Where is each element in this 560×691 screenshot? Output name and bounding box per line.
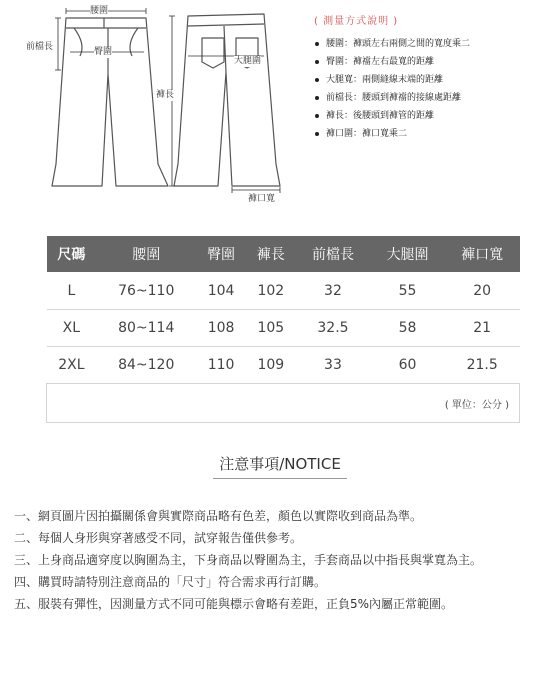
cell-front-rise: 32.5: [296, 310, 371, 347]
hip-label-front: 臀圍: [94, 47, 113, 57]
cell-hem: 20: [445, 272, 520, 310]
table-row: [47, 310, 520, 347]
front-rise-label: 前檔長: [26, 42, 54, 52]
list-item: [14, 593, 554, 615]
notice-heading: [0, 453, 560, 479]
measurement-item: 褲口圍：褲口寬乘二: [312, 125, 552, 143]
pants-diagram: [18, 4, 310, 210]
notice-number: 五、: [14, 597, 39, 611]
measurement-item: 大腿寬：兩側縫線末端的距離: [312, 71, 552, 89]
unit-note: ( 單位：公分 ): [47, 384, 520, 423]
notice-list: [14, 505, 554, 615]
cell-hip: 110: [196, 347, 246, 384]
cell-thigh: 55: [370, 272, 445, 310]
header-hip: 臀圍: [196, 236, 246, 272]
table-row: [47, 347, 520, 384]
cell-length: 105: [246, 310, 296, 347]
cell-hem: 21.5: [445, 347, 520, 384]
cell-size: XL: [47, 310, 97, 347]
pants-illustration: [18, 4, 310, 210]
measurement-title: ( 測量方式說明 ): [314, 16, 399, 27]
cell-hem: 21: [445, 310, 520, 347]
length-label: 褲長: [156, 90, 175, 100]
size-table-header: [47, 236, 520, 272]
hem-label: 褲口寬: [248, 194, 276, 204]
header-hem: 褲口寬: [445, 236, 520, 272]
table-row: [47, 272, 520, 310]
list-item: [14, 571, 554, 593]
list-item: [14, 505, 554, 527]
cell-waist: 76~110: [96, 272, 196, 310]
header-thigh: 大腿圍: [370, 236, 445, 272]
cell-thigh: 60: [370, 347, 445, 384]
header-length: 褲長: [246, 236, 296, 272]
cell-length: 109: [246, 347, 296, 384]
cell-waist: 84~120: [96, 347, 196, 384]
measurement-guide: [312, 12, 552, 143]
notice-title: 注意事項/NOTICE: [213, 453, 347, 479]
cell-size: L: [47, 272, 97, 310]
measurement-list: [312, 35, 552, 143]
notice-text: 每個人身形與穿著感受不同，試穿報告僅供參考。: [38, 531, 303, 545]
notice-number: 三、: [14, 553, 39, 567]
header-size: 尺碼: [47, 236, 97, 272]
size-table: [46, 236, 520, 423]
thigh-label: 大腿圍: [234, 56, 262, 66]
measurement-item: 前檔長：腰頭到褲襠的接線處距離: [312, 89, 552, 107]
notice-number: 四、: [14, 575, 39, 589]
notice-text: 服裝有彈性，因測量方式不同可能與標示會略有差距，正負5%內屬正常範圍。: [38, 597, 454, 611]
cell-waist: 80~114: [96, 310, 196, 347]
notice-text: 購買時請特別注意商品的「尺寸」符合需求再行訂購。: [38, 575, 327, 589]
header-front-rise: 前檔長: [296, 236, 371, 272]
notice-number: 一、: [14, 509, 39, 523]
measurement-item: 腰圍：褲頭左右兩側之間的寬度乘二: [312, 35, 552, 53]
list-item: [14, 527, 554, 549]
header-waist: 腰圍: [96, 236, 196, 272]
notice-text: 網頁圖片因拍攝關係會與實際商品略有色差，顏色以實際收到商品為準。: [38, 509, 423, 523]
cell-hip: 108: [196, 310, 246, 347]
measurement-item: 臀圍：褲襠左右最寬的距離: [312, 53, 552, 71]
notice-text: 上身商品適穿度以胸圍為主，下身商品以臀圍為主，手套商品以中指長與掌寬為主。: [38, 553, 483, 567]
notice-number: 二、: [14, 531, 39, 545]
unit-row: [47, 384, 520, 423]
cell-front-rise: 33: [296, 347, 371, 384]
cell-size: 2XL: [47, 347, 97, 384]
cell-thigh: 58: [370, 310, 445, 347]
waist-label: 腰圍: [90, 6, 109, 16]
cell-hip: 104: [196, 272, 246, 310]
cell-front-rise: 32: [296, 272, 371, 310]
list-item: [14, 549, 554, 571]
cell-length: 102: [246, 272, 296, 310]
measurement-item: 褲長：後腰頭到褲管的距離: [312, 107, 552, 125]
